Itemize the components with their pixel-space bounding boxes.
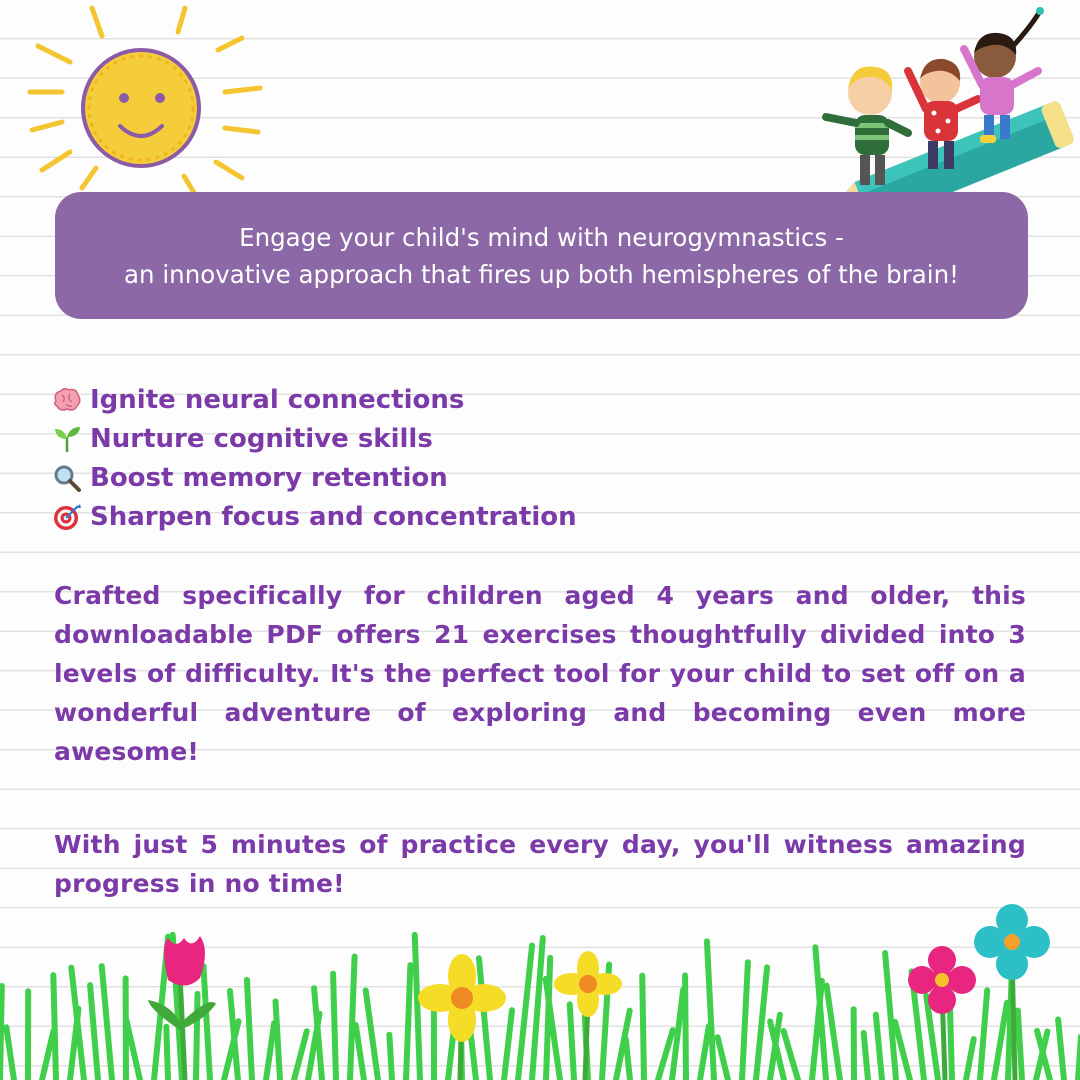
grass-blade (700, 1026, 709, 1080)
list-item-text: Boost memory retention (90, 462, 448, 493)
grass-blade (53, 975, 56, 1080)
grass-blade (42, 1031, 53, 1080)
grass-blade (626, 1039, 630, 1080)
grass-blade (389, 1035, 392, 1080)
grass-blade (276, 1001, 280, 1080)
grass-blade (966, 1039, 974, 1080)
practice-paragraph: With just 5 minutes of practice every day, you'll witness amazing progress in no time! (54, 830, 1026, 898)
list-item-text: Ignite neural connections (90, 384, 465, 415)
grass-blade (294, 1031, 307, 1080)
grass-blade (642, 976, 644, 1080)
list-item (52, 458, 1032, 497)
grass-blade (6, 1027, 14, 1080)
grass-blade (350, 957, 355, 1080)
grass-blade (356, 1025, 364, 1080)
grass-blade (230, 991, 238, 1080)
kids-on-pencil-illustration (800, 5, 1075, 220)
grass-blade (885, 953, 896, 1080)
list-item (52, 380, 1032, 419)
grass-blade (876, 1015, 882, 1080)
list-item (52, 497, 1032, 536)
intro-banner (55, 192, 1028, 319)
grass-flowers-illustration (0, 900, 1080, 1080)
seedling-icon (52, 424, 90, 454)
grass-blade (1058, 1020, 1064, 1080)
grass-blade (864, 1033, 868, 1080)
grass-blade (504, 1010, 512, 1080)
banner-line-2: an innovative approach that fires up both hemispheres of the brain! (124, 259, 959, 289)
grass-blade (479, 958, 490, 1080)
grass-blade (166, 1027, 168, 1080)
list-item-text: Sharpen focus and concentration (90, 501, 577, 532)
grass-blade (406, 965, 410, 1080)
grass-blade (994, 1003, 1007, 1080)
grass-blade (314, 988, 322, 1080)
grass-blade (518, 946, 532, 1080)
grass-blade (366, 990, 378, 1080)
grass-blade (742, 962, 748, 1080)
grass-blade (203, 966, 210, 1080)
grass-blade (980, 990, 987, 1080)
banner-line-1: Engage your child's mind with neurogymnastics - (239, 222, 844, 252)
list-item-text: Nurture cognitive skills (90, 423, 433, 454)
grass-blade (718, 1037, 728, 1080)
grass-blade (0, 986, 2, 1080)
description-paragraph: Crafted specifically for children aged 4 years and older, this downloadable PDF offers 21 exercises thoughtfully divided into 3 levels of difficulty. It's the perfect tool for your child to set off on a wonderful adventure of exploring and becoming even more awesome! (54, 581, 1026, 766)
grass-blade (570, 1004, 574, 1080)
grass-blade (707, 941, 714, 1080)
magnifier-icon (52, 463, 90, 493)
grass-blade (415, 935, 420, 1080)
grass-blade (1018, 1011, 1022, 1080)
grass-blade (827, 986, 840, 1080)
brain-icon (52, 385, 90, 415)
grass-blade (784, 1031, 798, 1080)
grass-blade (266, 1023, 274, 1080)
yellow-flower-icon (554, 951, 622, 1080)
grass-blade (333, 974, 336, 1080)
grass-blade (685, 975, 686, 1080)
benefits-list (52, 380, 1032, 536)
list-item (52, 419, 1032, 458)
grass-blade (196, 994, 198, 1080)
grass-blade (247, 980, 252, 1080)
grass-blade (102, 966, 112, 1080)
grass-blade (756, 967, 767, 1080)
target-icon (52, 502, 90, 532)
grass-blade (90, 985, 98, 1080)
